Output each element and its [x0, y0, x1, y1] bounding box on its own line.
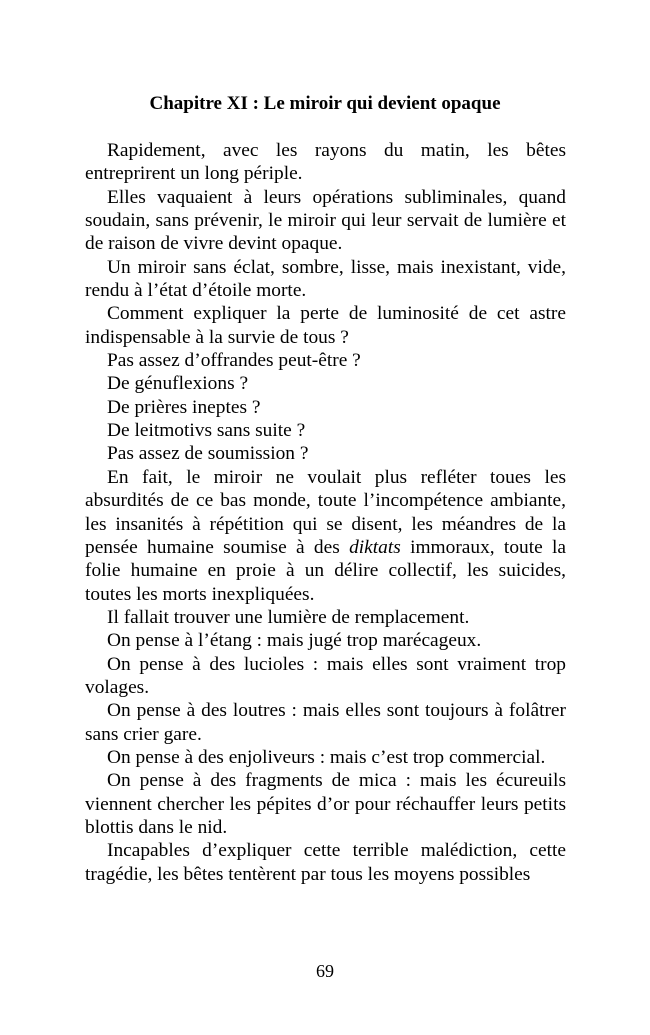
paragraph-text: En fait, le miroir ne voulait plus refléter toues les absurdités de ce bas monde, toute l’incompétence ambiante, les insanités à répétition qui se disent, les méandres de la pensée humaine soumise à des: [85, 466, 566, 558]
paragraph-text: immoraux, toute la folie humaine en proie à un délire collectif, les suicides, toutes les morts inexpliquées.: [85, 536, 567, 605]
page-number: 69: [316, 961, 334, 981]
paragraph: On pense à des fragments de mica : mais les écureuils viennent chercher les pépites d’or pour réchauffer leurs petits blottis dans le nid.: [85, 770, 566, 838]
paragraph: De prières ineptes ?: [107, 396, 261, 418]
paragraph: On pense à des lucioles : mais elles sont vraiment trop volages.: [85, 653, 566, 698]
paragraph: Il fallait trouver une lumière de remplacement.: [107, 606, 470, 628]
paragraph: On pense à l’étang : mais jugé trop marécageux.: [107, 630, 482, 652]
paragraph: On pense à des loutres : mais elles sont toujours à folâtrer sans crier gare.: [85, 700, 566, 745]
paragraph: Elles vaquaient à leurs opérations subliminales, quand soudain, sans prévenir, le miroir qui leur servait de lumière et de raison de vivre devint opaque.: [85, 186, 566, 255]
chapter-title: Chapitre XI : Le miroir qui devient opaque: [149, 93, 501, 114]
italic-word: diktats: [349, 536, 401, 558]
chapter-body: [85, 139, 566, 886]
paragraph: Rapidement, avec les rayons du matin, les bêtes entreprirent un long périple.: [85, 140, 566, 185]
paragraph-with-italic: [85, 466, 566, 606]
paragraph: Incapables d’expliquer cette terrible malédiction, cette tragédie, les bêtes tentèrent par tous les moyens possibles: [85, 840, 566, 885]
paragraph: De leitmotivs sans suite ?: [107, 420, 306, 442]
paragraph: Pas assez d’offrandes peut-être ?: [107, 350, 361, 372]
paragraph: Un miroir sans éclat, sombre, lisse, mais inexistant, vide, rendu à l’état d’étoile morte.: [85, 256, 566, 302]
paragraph: Pas assez de soumission ?: [107, 443, 309, 465]
paragraph: De génuflexions ?: [107, 373, 249, 395]
paragraph: On pense à des enjoliveurs : mais c’est trop commercial.: [107, 746, 546, 768]
paragraph: Comment expliquer la perte de luminosité de cet astre indispensable à la survie de tous ?: [85, 303, 566, 348]
